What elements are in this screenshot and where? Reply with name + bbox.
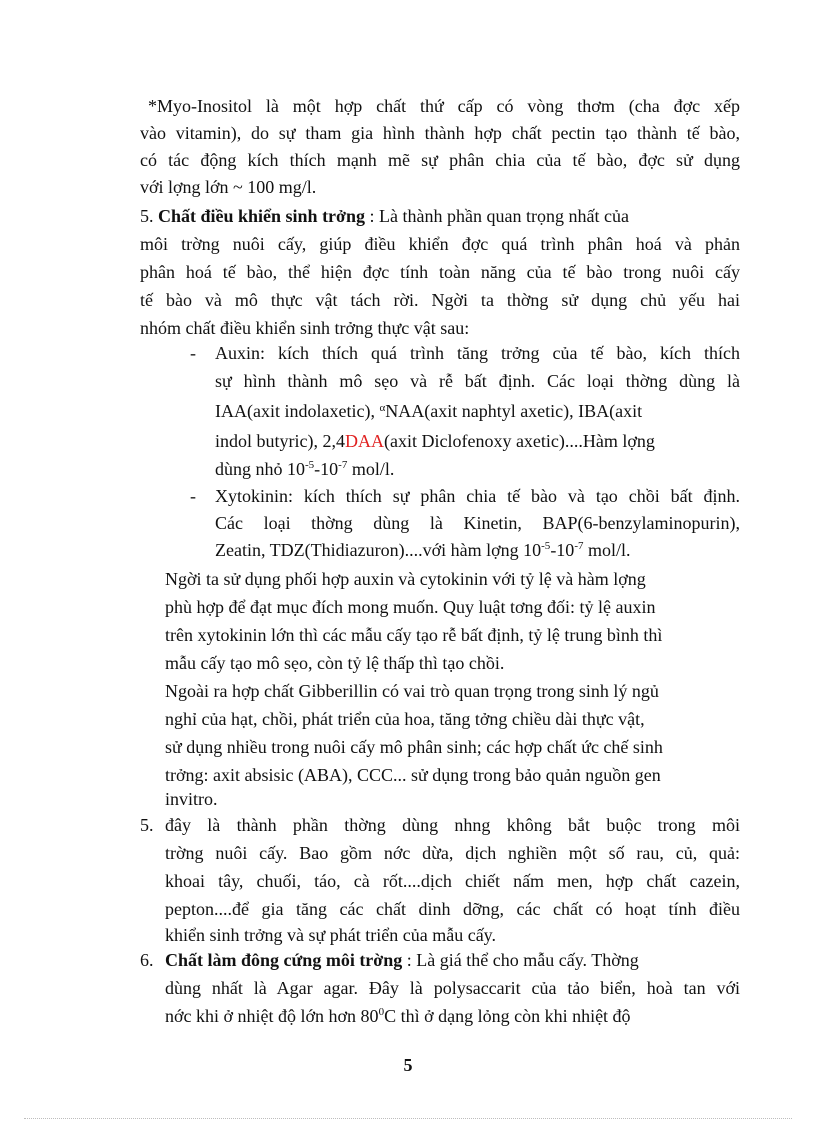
text-line: khoai tây, chuối, táo, cà rốt....dịch chiết nấm men, hợp chất cazein,	[165, 871, 740, 891]
section-number: 5.	[140, 206, 154, 226]
text-line	[215, 398, 740, 427]
text-line: với lợng lớn ~ 100 mg/l.	[140, 177, 317, 197]
text-line: Ngời ta sử dụng phối hợp auxin và cytokinin với tỷ lệ và hàm lợng	[165, 569, 646, 589]
page-number: 5	[403, 1055, 413, 1075]
text-run: mol/l.	[347, 459, 395, 479]
page-bottom-rule	[24, 1118, 792, 1119]
text-line: invitro.	[165, 789, 218, 809]
section-heading-line	[165, 947, 740, 973]
text-line: khiển sinh trởng và sự phát triển của mẫu cấy.	[165, 925, 497, 945]
text-run: (axit Diclofenoxy axetic)....Hàm lợng	[383, 431, 655, 451]
text-run: IAA(axit indolaxetic),	[215, 401, 380, 421]
exponent: -7	[338, 459, 348, 471]
text-line: Xytokinin: kích thích sự phân chia tế bào và tạo chồi bất định.	[215, 486, 740, 506]
text-line: mẫu cấy tạo mô sẹo, còn tỷ lệ thấp thì tạo chồi.	[165, 653, 505, 673]
exponent: -7	[574, 540, 584, 552]
exponent: -5	[541, 540, 551, 552]
section-title: Chất làm đông cứng môi trờng	[165, 950, 403, 970]
text-line: sử dụng nhiều trong nuôi cấy mô phân sinh; các hợp chất ức chế sinh	[165, 737, 663, 757]
section-title: Chất điều khiển sinh trởng	[158, 206, 366, 226]
section-lead-text: : Là thành phần quan trọng nhất của	[365, 206, 629, 226]
text-line	[215, 428, 740, 454]
text-line: có tác động kích thích mạnh mẽ sự phân chia của tế bào, đợc sử dụng	[140, 150, 740, 170]
text-line: phù hợp để đạt mục đích mong muốn. Quy luật tơng đối: tỷ lệ auxin	[165, 597, 656, 617]
text-run: C thì ở dạng lỏng còn khi nhiệt độ	[384, 1006, 631, 1026]
text-line: tế bào và mô thực vật tách rời. Ngời ta thờng sử dụng chủ yếu hai	[140, 290, 740, 310]
text-line: trởng: axit absisic (ABA), CCC... sử dụng trong bảo quản nguồn gen	[165, 765, 661, 785]
text-line: nghỉ của hạt, chồi, phát triển của hoa, tăng tởng chiều dài thực vật,	[165, 709, 645, 729]
list-number: 5.	[140, 815, 154, 835]
text-line: nhóm chất điều khiển sinh trởng thực vật sau:	[140, 318, 470, 338]
text-line: pepton....để gia tăng các chất dinh dỡng, các chất có hoạt tính điều	[165, 899, 740, 919]
section-lead-text: : Là giá thể cho mẫu cấy. Thờng	[402, 950, 639, 970]
text-line: môi trờng nuôi cấy, giúp điều khiển đợc quá trình phân hoá và phản	[140, 234, 740, 254]
text-line: dùng nhất là Agar agar. Đây là polysaccarit của tảo biển, hoà tan với	[165, 978, 740, 998]
bullet-dash: -	[190, 486, 196, 506]
text-run: NAA(axit naphtyl axetic), IBA(axit	[385, 401, 643, 421]
text-line: Các loại thờng dùng là Kinetin, BAP(6-benzylaminopurin),	[215, 513, 740, 533]
text-line: Auxin: kích thích quá trình tăng trởng của tế bào, kích thích	[215, 343, 740, 363]
text-run: dùng nhỏ 10	[215, 459, 305, 479]
text-run: nớc khi ở nhiệt độ lớn hơn 80	[165, 1006, 379, 1026]
text-line: trên xytokinin lớn thì các mẫu cấy tạo rễ bất định, tỷ lệ trung bình thì	[165, 625, 663, 645]
text-line	[215, 537, 740, 563]
superscript: 0	[378, 1006, 385, 1018]
alpha-symbol: α	[379, 402, 386, 414]
text-line	[215, 456, 740, 482]
highlighted-abbreviation: DAA	[344, 431, 384, 451]
text-run: -10	[314, 459, 339, 479]
section-heading-line	[140, 203, 740, 229]
list-number: 6.	[140, 950, 154, 970]
text-run: -10	[550, 540, 575, 560]
text-line: *Myo-Inositol là một hợp chất thứ cấp có vòng thơm (cha đợc xếp	[148, 96, 740, 116]
text-line: phân hoá tế bào, thể hiện đợc tính toàn năng của tế bào trong nuôi cấy	[140, 262, 740, 282]
text-line: trờng nuôi cấy. Bao gồm nớc dừa, dịch nghiền một số rau, củ, quả:	[165, 843, 740, 863]
text-line: Ngoài ra hợp chất Gibberillin có vai trò quan trọng trong sinh lý ngủ	[165, 681, 659, 701]
text-run: mol/l.	[583, 540, 631, 560]
text-line	[165, 1003, 740, 1029]
text-run: Zeatin, TDZ(Thidiazuron)....với hàm lợng 10	[215, 540, 542, 560]
exponent: -5	[305, 459, 315, 471]
text-line: đây là thành phần thờng dùng nhng không bắt buộc trong môi	[165, 815, 740, 835]
text-line: vào vitamin), do sự tham gia hình thành hợp chất pectin tạo thành tế bào,	[140, 123, 740, 143]
bullet-dash: -	[190, 343, 196, 363]
text-line: sự hình thành mô sẹo và rễ bất định. Các loại thờng dùng là	[215, 371, 740, 391]
text-run: indol butyric), 2,4	[215, 431, 345, 451]
